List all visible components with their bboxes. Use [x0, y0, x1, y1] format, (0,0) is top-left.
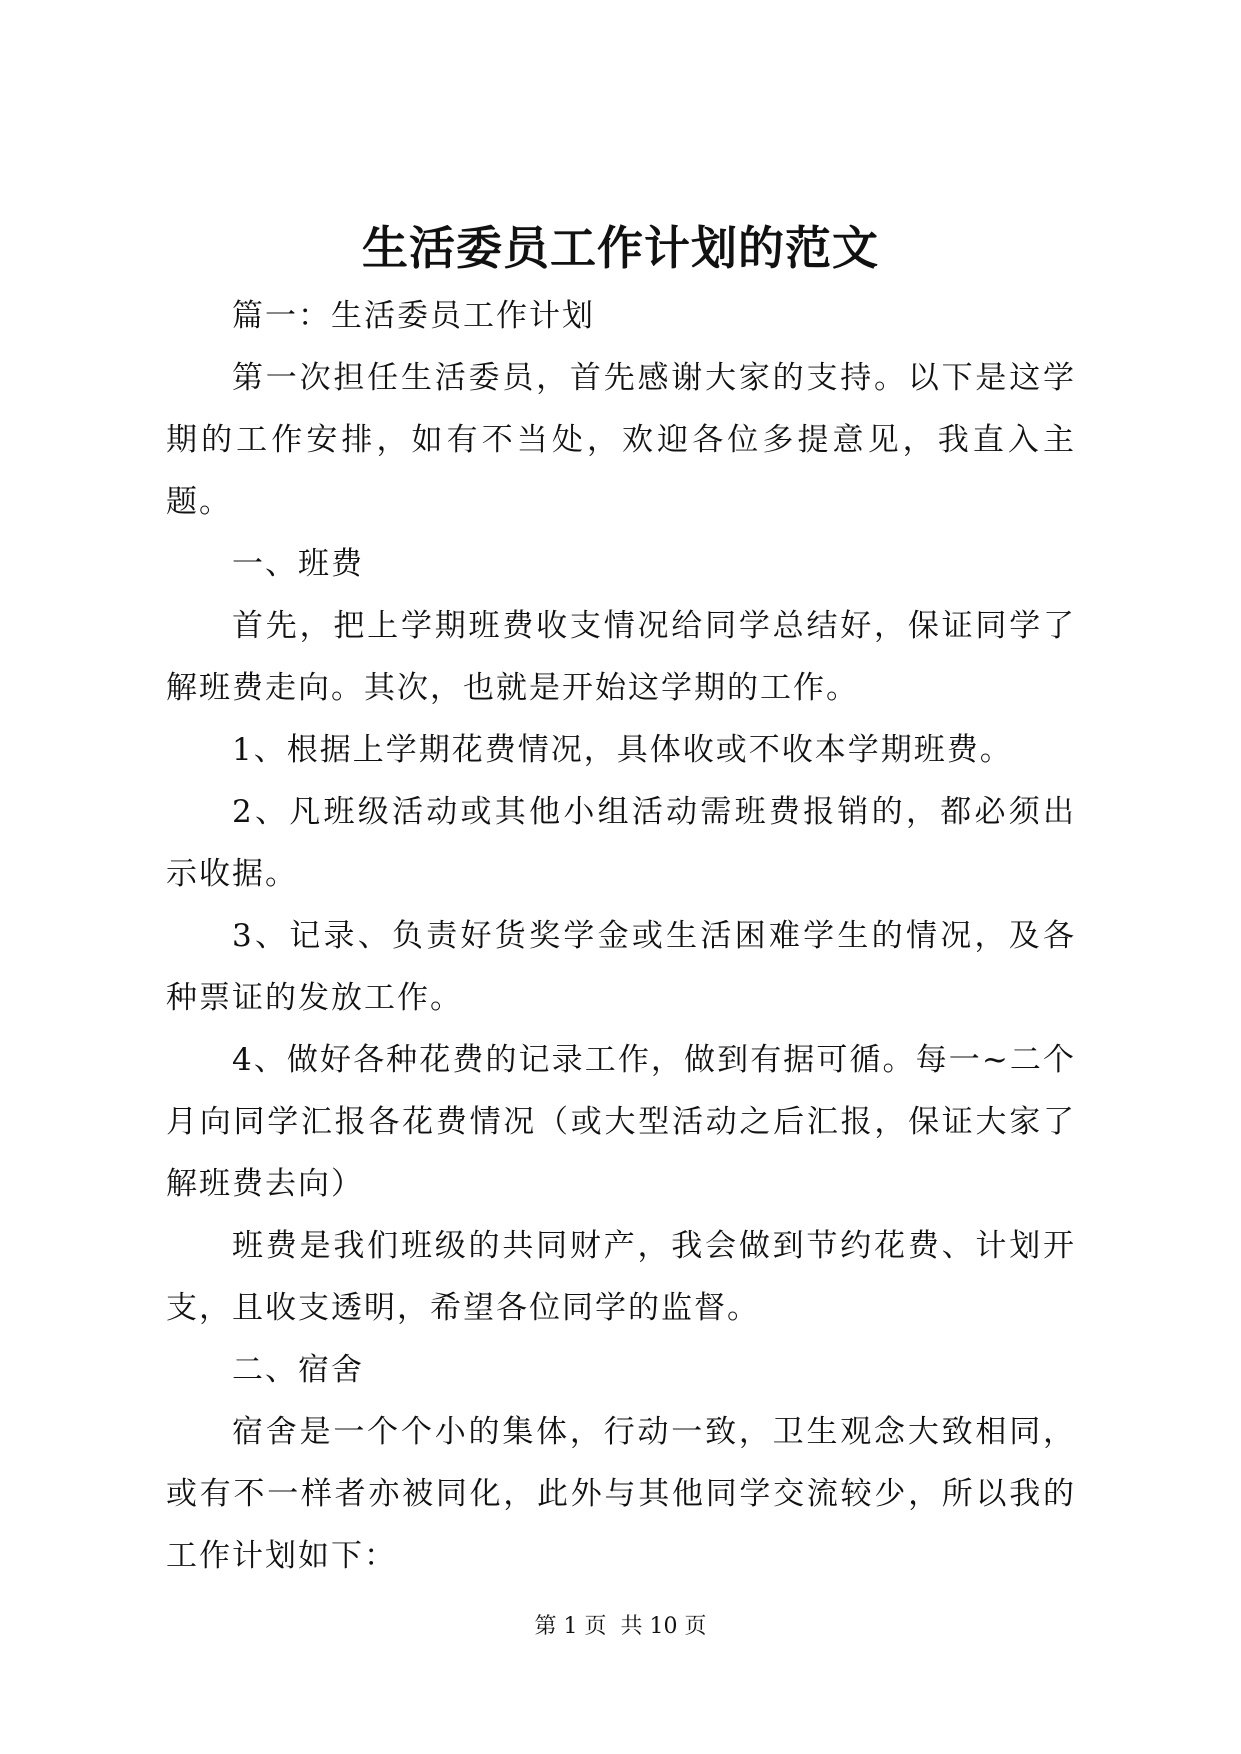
list-item: 1、根据上学期花费情况，具体收或不收本学期班费。: [232, 732, 1013, 768]
section-heading: 篇一：生活委员工作计划: [232, 298, 595, 334]
paragraph: 首先，把上学期班费收支情况给同学总结好，保证同学了解班费走向。其次，也就是开始这学期的工作。: [166, 608, 1076, 706]
page-number: 第 1 页 共 10 页: [534, 1614, 707, 1639]
page-footer: [0, 1612, 1241, 1642]
list-item: 3、记录、负责好货奖学金或生活困难学生的情况，及各种票证的发放工作。: [166, 918, 1076, 1016]
section-heading: 二、宿舍: [232, 1352, 364, 1388]
document-body: [166, 285, 1076, 1587]
paragraph: 第一次担任生活委员，首先感谢大家的支持。以下是这学期的工作安排，如有不当处，欢迎各位多提意见，我直入主题。: [166, 360, 1076, 520]
paragraph: 宿舍是一个个小的集体，行动一致，卫生观念大致相同，或有不一样者亦被同化，此外与其他同学交流较少，所以我的工作计划如下：: [166, 1414, 1076, 1574]
list-item: 4、做好各种花费的记录工作，做到有据可循。每一~二个月向同学汇报各花费情况（或大型活动之后汇报，保证大家了解班费去向）: [166, 1042, 1076, 1202]
paragraph: 班费是我们班级的共同财产，我会做到节约花费、计划开支，且收支透明，希望各位同学的监督。: [166, 1228, 1076, 1326]
list-item: 2、凡班级活动或其他小组活动需班费报销的，都必须出示收据。: [166, 794, 1076, 892]
document-title: 生活委员工作计划的范文: [362, 221, 879, 275]
section-heading: 一、班费: [232, 546, 364, 582]
